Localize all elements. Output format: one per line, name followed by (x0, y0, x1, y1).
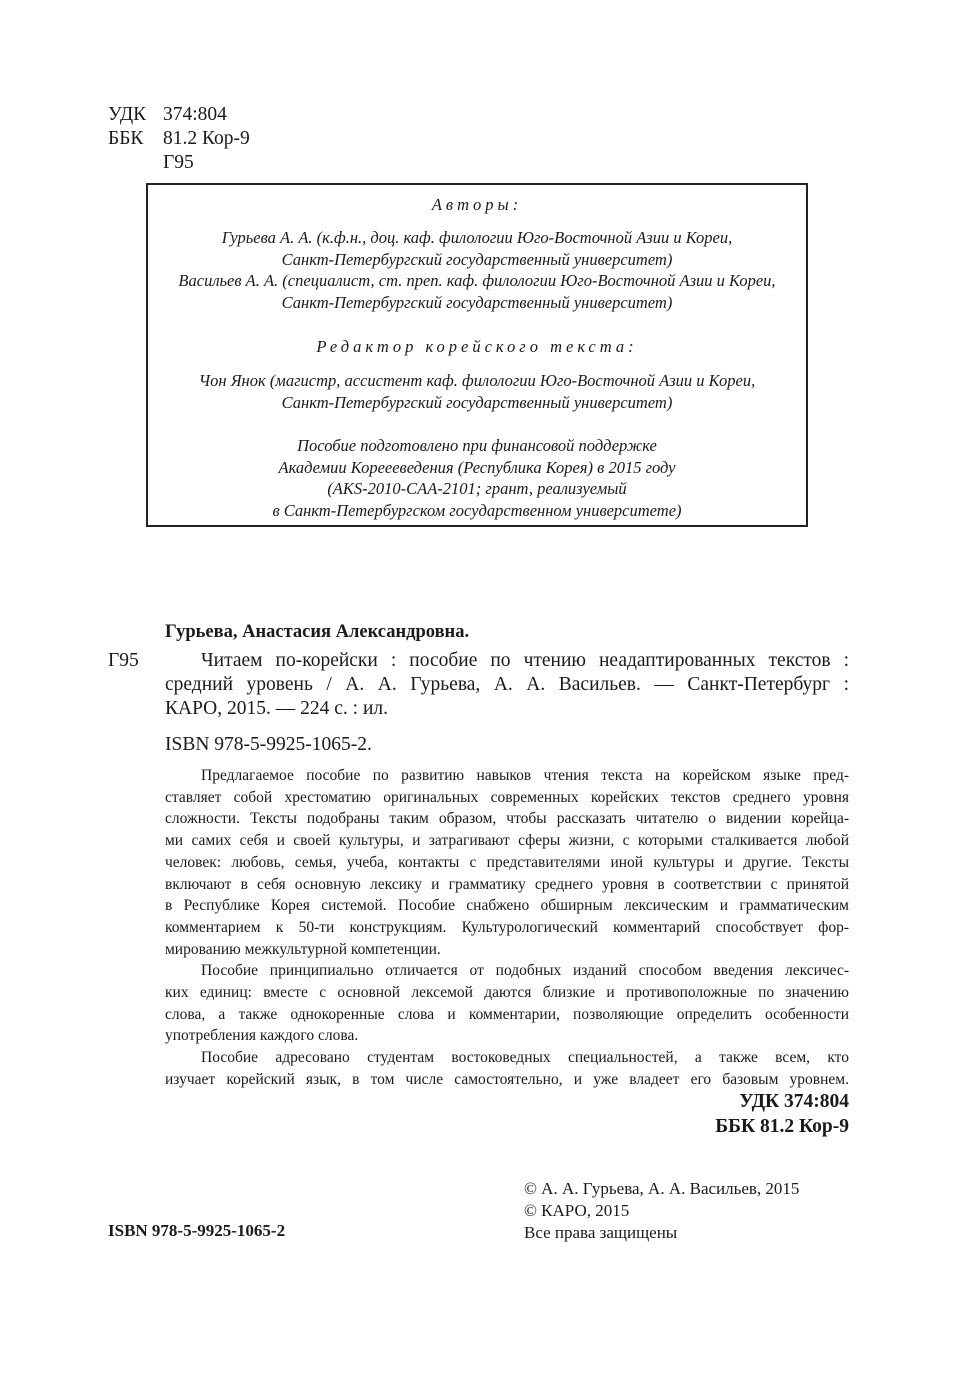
bibliography-isbn: ISBN 978-5-9925-1065-2. (165, 734, 372, 755)
author-line: Санкт-Петербургский государственный университет) (281, 292, 673, 312)
annotation-line: слова, а также однокоренные слова и комментарии, позволяющие определить особенности (165, 1005, 849, 1023)
support-line: (AKS-2010-CAA-2101; грант, реализуемый (327, 479, 627, 498)
annotation-line: в Республике Корея системой. Пособие снабжено обширным лексическим и грамматическим (165, 897, 849, 915)
annotation-line: употребления каждого слова. (165, 1027, 359, 1045)
bbk-value: 81.2 Кор-9 (163, 128, 250, 149)
credits-box (146, 183, 808, 527)
support-line: Пособие подготовлено при финансовой поддержке (297, 436, 657, 455)
footer-classification (715, 1089, 849, 1139)
footer-udk: УДК 374:804 (739, 1091, 849, 1112)
bibliography-line: средний уровень / А. А. Гурьева, А. А. Васильев. — Санкт-Петербург : (165, 674, 849, 695)
author-mark: Г95 (163, 152, 194, 173)
editor-line: Чон Янок (магистр, ассистент каф. филологии Юго-Восточной Азии и Кореи, (198, 371, 756, 390)
annotation-line: Предлагаемое пособие по развитию навыков чтения текста на корейском языке пред- (201, 767, 849, 784)
annotation-line: ких единиц: вместе с основной лексемой даются близкие и противоположные по значению (165, 984, 849, 1002)
annotation-line: включают в себя основную лексику и грамматику среднего уровня в соответствии с принятой (165, 875, 849, 893)
editor-heading: Редактор корейского текста: (316, 337, 638, 356)
annotation-line: ми самих себя и своей культуры, и затрагивают сферы жизни, с которыми сталкивается любой (165, 832, 849, 850)
copyright-authors: © А. А. Гурьева, А. А. Васильев, 2015 (524, 1179, 800, 1198)
udk-value: 374:804 (163, 104, 227, 125)
annotation-line: мированию межкультурной компетенции. (165, 940, 441, 958)
footer-bbk: ББК 81.2 Кор-9 (715, 1116, 849, 1137)
classification-codes (108, 103, 250, 175)
annotation-line: Пособие принципиально отличается от подобных изданий способом введения лексичес- (201, 962, 849, 980)
author-line: Санкт-Петербургский государственный университет) (281, 249, 673, 269)
author-line: Васильев А. А. (специалист, ст. преп. каф. филологии Юго-Восточной Азии и Кореи, (178, 271, 776, 290)
authors-heading: Авторы: (431, 195, 523, 214)
author-mark-row (108, 151, 250, 175)
annotation-line: изучает корейский язык, в том числе самостоятельно, и уже владеет его базовым уровнем. (165, 1070, 849, 1088)
bibliography-line: КАРО, 2015. — 224 с. : ил. (165, 698, 388, 719)
annotation-line: Пособие адресовано студентам востоковедных специальностей, а также всем, кто (201, 1049, 849, 1067)
bibliography-author: Гурьева, Анастасия Александровна. (165, 622, 470, 642)
udk-label: УДК (108, 104, 147, 125)
support-line: Академии Кореееведения (Республика Корея) в 2015 году (278, 457, 676, 477)
editor-line: Санкт-Петербургский государственный университет) (281, 392, 673, 412)
udk-row (108, 103, 250, 127)
support-line: в Санкт-Петербургском государственном университете) (272, 500, 682, 520)
footer-isbn: ISBN 978-5-9925-1065-2 (108, 1221, 286, 1240)
bbk-label: ББК (108, 128, 144, 149)
bibliography-mark: Г95 (108, 650, 139, 671)
rights-reserved: Все права защищены (524, 1223, 678, 1242)
annotation (165, 765, 849, 1091)
author-line: Гурьева А. А. (к.ф.н., доц. каф. филологии Юго-Восточной Азии и Кореи, (221, 228, 733, 247)
copyright-publisher: © КАРО, 2015 (524, 1201, 630, 1220)
annotation-line: человек: любовь, семья, учеба, контакты с представителями иной культуры и другие. Тексты (165, 853, 849, 871)
bibliography-entry (165, 649, 849, 721)
copyright-block (524, 1178, 799, 1244)
annotation-line: ставляет собой хрестоматию оригинальных современных корейских текстов среднего уровня (165, 788, 849, 806)
bibliography-line: Читаем по-корейски : пособие по чтению неадаптированных текстов : (201, 650, 849, 671)
annotation-line: комментарием к 50-ти конструкциям. Культурологический комментарий способствует фор- (165, 918, 849, 936)
bbk-row (108, 127, 250, 151)
annotation-line: сложности. Тексты подобраны таким образом, чтобы рассказать читателю о видении корейца- (165, 810, 849, 828)
